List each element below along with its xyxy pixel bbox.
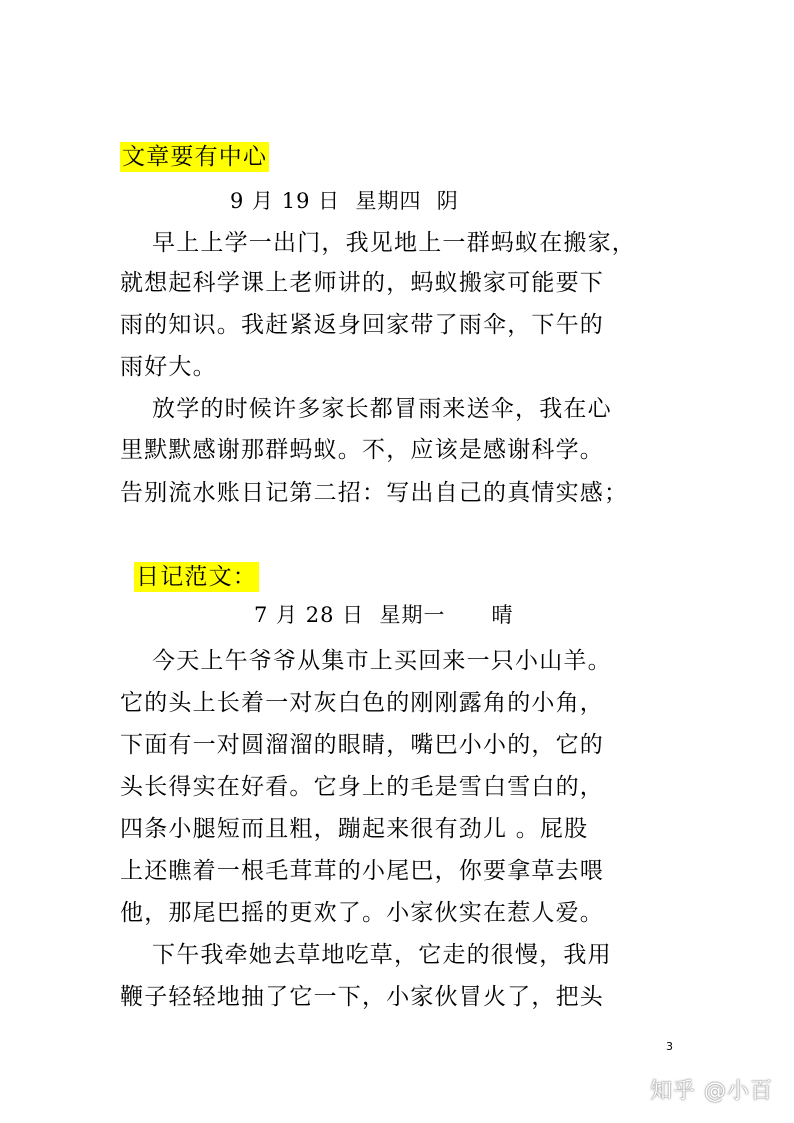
- section1-p1-line-1: 早上上学一出门，我见地上一群蚂蚁在搬家，: [152, 230, 636, 256]
- section1-p1-line-2: 就想起科学课上老师讲的，蚂蚁搬家可能要下: [120, 270, 604, 296]
- section2-p1-line-7: 他，那尾巴摇的更欢了。小家伙实在惹人爱。: [120, 900, 604, 926]
- section2-p2-line-2: 鞭子轻轻地抽了它一下，小家伙冒火了，把头: [120, 984, 604, 1010]
- section2-p2-line-1: 下午我牵她去草地吃草，它走的很慢，我用: [152, 942, 612, 968]
- section1-p2-line-1: 放学的时候许多家长都冒雨来送伞，我在心: [152, 396, 612, 422]
- section2-p1-line-1: 今天上午爷爷从集市上买回来一只小山羊。: [152, 648, 612, 674]
- section1-heading: 文章要有中心: [122, 144, 268, 170]
- section2-p1-line-2: 它的头上长着一对灰白色的刚刚露角的小角，: [120, 690, 604, 716]
- section2-date-line: 7 月 28 日 星期一 晴: [254, 603, 514, 627]
- section2-p1-line-3: 下面有一对圆溜溜的眼睛，嘴巴小小的，它的: [120, 732, 604, 758]
- section1-date-line: 9 月 19 日 星期四 阴: [230, 189, 459, 213]
- section2-p1-line-6: 上还瞧着一根毛茸茸的小尾巴，你要拿草去喂: [120, 858, 604, 884]
- watermark: 知乎 @小百: [650, 1079, 773, 1104]
- section1-p2-line-2: 里默默感谢那群蚂蚁。不，应该是感谢科学。: [120, 437, 604, 463]
- section2-heading: 日记范文：: [136, 564, 257, 590]
- section1-p1-line-4: 雨好大。: [120, 354, 217, 380]
- page-number: 3: [666, 1040, 673, 1053]
- section2-p1-line-4: 头长得实在好看。它身上的毛是雪白雪白的，: [120, 774, 604, 800]
- section2-p1-line-5: 四条小腿短而且粗，蹦起来很有劲儿 。屁股: [120, 816, 589, 842]
- section1-p1-line-3: 雨的知识。我赶紧返身回家带了雨伞，下午的: [120, 312, 604, 338]
- section1-p2-line-3: 告别流水账日记第二招：写出自己的真情实感；: [120, 480, 629, 506]
